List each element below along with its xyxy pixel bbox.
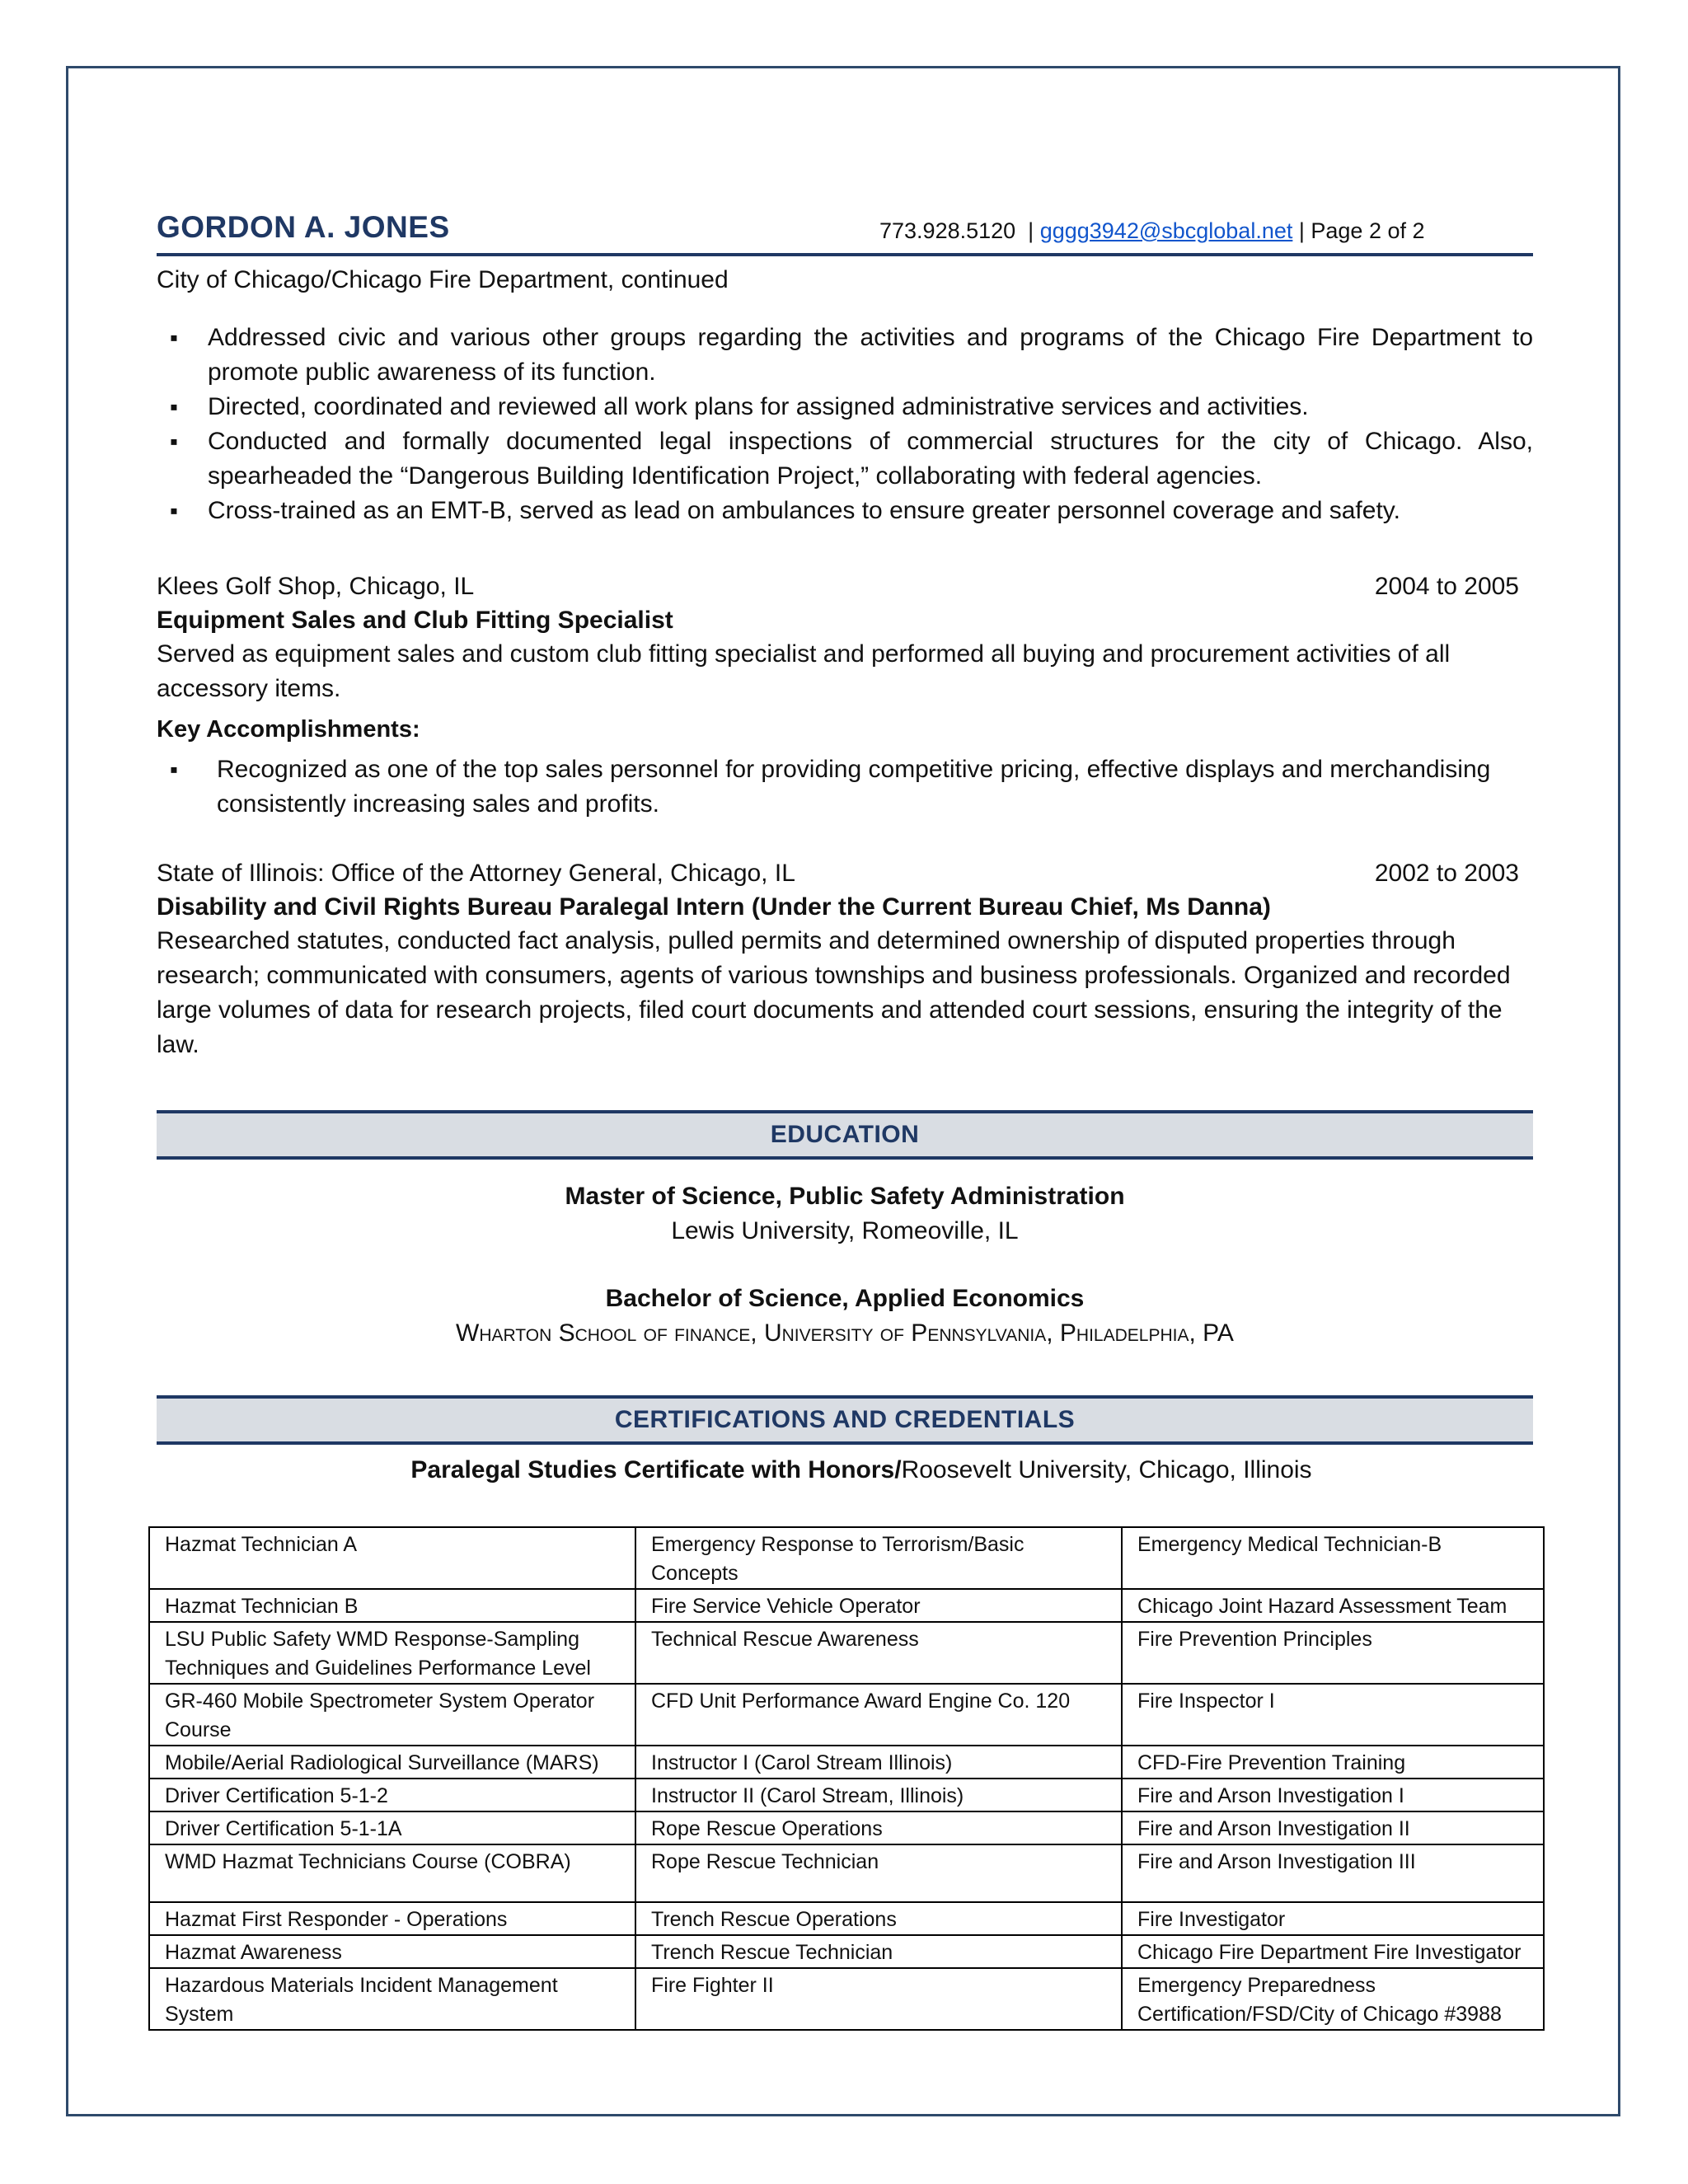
- table-row: [149, 1527, 1544, 1589]
- table-cell: Instructor II (Carol Stream, Illinois): [635, 1779, 1122, 1811]
- resume-page: [157, 210, 1533, 1488]
- key-accomplishments-label: Key Accomplishments:: [157, 716, 420, 743]
- accomplishments-list: [157, 752, 1533, 822]
- table-row: [149, 1589, 1544, 1622]
- table-cell: Instructor I (Carol Stream Illinois): [635, 1746, 1122, 1779]
- table-cell: Trench Rescue Operations: [635, 1902, 1122, 1935]
- table-row: [149, 1968, 1544, 2030]
- table-cell: Technical Rescue Awareness: [635, 1622, 1122, 1684]
- education-heading: EDUCATION: [157, 1110, 1533, 1160]
- school-name: Lewis University, Romeoville, IL: [671, 1217, 1019, 1244]
- job-description: Researched statutes, conducted fact analysis, pulled permits and determined ownership of disputed properties through research; communicated with consumers, agents of various townships and business professionals. Organized and recorded large volumes of data for research projects, filed court documents and attended court sessions, ensuring the integrity of the law.: [157, 927, 1511, 1058]
- table-cell: Fire Fighter II: [635, 1968, 1122, 2030]
- table-cell: Rope Rescue Operations: [635, 1811, 1122, 1844]
- page-number: Page 2 of 2: [1311, 218, 1425, 243]
- table-cell: Chicago Joint Hazard Assessment Team: [1122, 1589, 1544, 1622]
- certificate-name: Paralegal Studies Certificate with Honors/: [410, 1456, 902, 1483]
- list-item: ▪ Addressed civic and various other groups regarding the activities and programs of the Chicago Fire Department to promote public awareness of its function.: [157, 321, 1533, 390]
- continued-label: City of Chicago/Chicago Fire Department, continued: [157, 266, 729, 293]
- certifications-table: [148, 1526, 1545, 2031]
- table-row: [149, 1684, 1544, 1746]
- certificate-issuer: Roosevelt University, Chicago, Illinois: [901, 1456, 1312, 1483]
- table-cell: CFD-Fire Prevention Training: [1122, 1746, 1544, 1779]
- email-link[interactable]: gggg3942@sbcglobal.net: [1039, 218, 1293, 243]
- job-employer-line: [157, 856, 1533, 891]
- job-title: Disability and Civil Rights Bureau Paralegal Intern (Under the Current Bureau Chief, Ms Danna): [157, 893, 1271, 921]
- table-cell: Fire and Arson Investigation I: [1122, 1779, 1544, 1811]
- table-cell: Driver Certification 5-1-1A: [149, 1811, 635, 1844]
- table-row: [149, 1746, 1544, 1779]
- job-dates: 2004 to 2005: [1374, 573, 1519, 600]
- table-cell: Trench Rescue Technician: [635, 1935, 1122, 1968]
- job-title: Equipment Sales and Club Fitting Specialist: [157, 607, 673, 634]
- list-item: ▪ Conducted and formally documented legal inspections of commercial structures for the city of Chicago. Also, spearheaded the “Dangerous Building Identification Project,” collaborating with federal agencies.: [157, 424, 1533, 494]
- job-description: Served as equipment sales and custom club fitting specialist and performed all buying and procurement activities of all accessory items.: [157, 640, 1451, 702]
- table-cell: Fire Service Vehicle Operator: [635, 1589, 1122, 1622]
- table-cell: Fire Investigator: [1122, 1902, 1544, 1935]
- page-header: [157, 210, 1533, 256]
- paralegal-certificate: [157, 1453, 1533, 1488]
- table-cell: Hazmat Awareness: [149, 1935, 635, 1968]
- table-cell: Hazmat First Responder - Operations: [149, 1902, 635, 1935]
- table-cell: Emergency Response to Terrorism/Basic Concepts: [635, 1527, 1122, 1589]
- list-item: ▪ Cross-trained as an EMT-B, served as lead on ambulances to ensure greater personnel coverage and safety.: [157, 494, 1533, 528]
- degree-title: Master of Science, Public Safety Administration: [565, 1183, 1125, 1210]
- job-employer: Klees Golf Shop, Chicago, IL: [157, 573, 475, 600]
- table-cell: LSU Public Safety WMD Response-Sampling Techniques and Guidelines Performance Level: [149, 1622, 635, 1684]
- table-cell: Mobile/Aerial Radiological Surveillance (MARS): [149, 1746, 635, 1779]
- table-row: [149, 1902, 1544, 1935]
- table-cell: Fire and Arson Investigation III: [1122, 1844, 1544, 1902]
- table-cell: Driver Certification 5-1-2: [149, 1779, 635, 1811]
- table-cell: Fire and Arson Investigation II: [1122, 1811, 1544, 1844]
- certifications-heading: CERTIFICATIONS AND CREDENTIALS: [157, 1395, 1533, 1445]
- table-cell: WMD Hazmat Technicians Course (COBRA): [149, 1844, 635, 1902]
- job-employer: State of Illinois: Office of the Attorney General, Chicago, IL: [157, 860, 795, 887]
- table-cell: Fire Prevention Principles: [1122, 1622, 1544, 1684]
- job-employer-line: [157, 569, 1533, 604]
- phone: 773.928.5120: [879, 218, 1016, 243]
- table-row: [149, 1779, 1544, 1811]
- degree-title: Bachelor of Science, Applied Economics: [605, 1285, 1085, 1312]
- table-row: [149, 1844, 1544, 1902]
- table-cell: Chicago Fire Department Fire Investigator: [1122, 1935, 1544, 1968]
- table-cell: Hazardous Materials Incident Management System: [149, 1968, 635, 2030]
- table-cell: Hazmat Technician A: [149, 1527, 635, 1589]
- table-cell: Fire Inspector I: [1122, 1684, 1544, 1746]
- table-cell: Rope Rescue Technician: [635, 1844, 1122, 1902]
- candidate-name: GORDON A. JONES: [157, 210, 450, 244]
- table-row: [149, 1935, 1544, 1968]
- job-dates: 2002 to 2003: [1374, 860, 1519, 887]
- table-cell: CFD Unit Performance Award Engine Co. 120: [635, 1684, 1122, 1746]
- table-cell: GR-460 Mobile Spectrometer System Operator Course: [149, 1684, 635, 1746]
- school-name: Wharton School of finance, University of Pennsylvania, Philadelphia, PA: [456, 1319, 1234, 1347]
- list-item: ▪ Recognized as one of the top sales personnel for providing competitive pricing, effective displays and merchandising consistently increasing sales and profits.: [157, 752, 1558, 822]
- table-row: [149, 1811, 1544, 1844]
- table-cell: Emergency Preparedness Certification/FSD/City of Chicago #3988: [1122, 1968, 1544, 2030]
- contact-line: 773.928.5120 | gggg3942@sbcglobal.net | Page 2 of 2: [879, 218, 1425, 243]
- table-cell: Hazmat Technician B: [149, 1589, 635, 1622]
- table-row: [149, 1622, 1544, 1684]
- cfd-bullet-list: [157, 321, 1533, 528]
- list-item: ▪ Directed, coordinated and reviewed all work plans for assigned administrative services and activities.: [157, 390, 1533, 424]
- table-cell: Emergency Medical Technician-B: [1122, 1527, 1544, 1589]
